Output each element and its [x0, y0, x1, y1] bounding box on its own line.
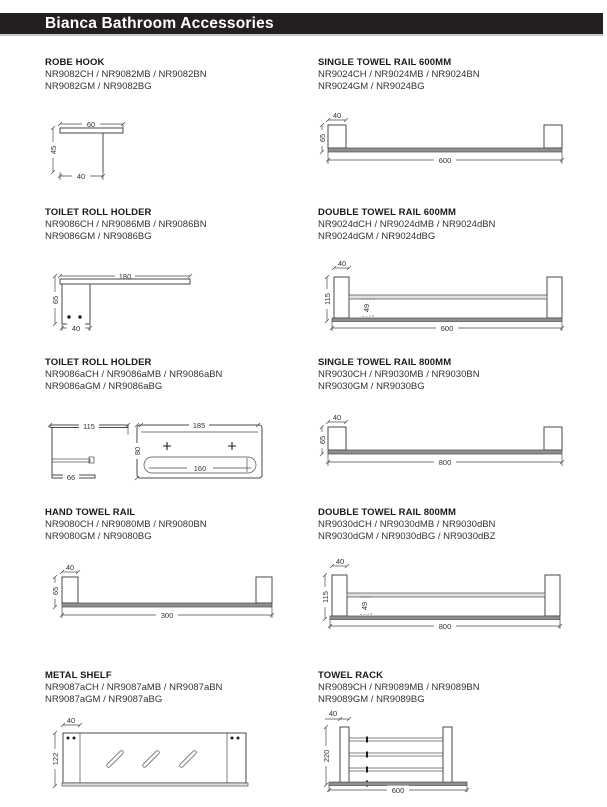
product-models: NR9089GM / NR9089BG: [318, 694, 425, 705]
product-models: NR9024GM / NR9024BG: [318, 81, 425, 92]
dim-label: 65: [318, 435, 327, 445]
single-towel-rail-600-drawing: [316, 110, 566, 168]
dim-label: 40: [332, 413, 342, 422]
product-models: NR9024dCH / NR9024dMB / NR9024dBN: [318, 219, 496, 230]
dim-label: 40: [332, 111, 342, 120]
page-header: [0, 13, 603, 36]
product-models: NR9024CH / NR9024MB / NR9024BN: [318, 69, 480, 80]
product-models: NR9030dGM / NR9030dBG / NR9030dBZ: [318, 531, 496, 542]
dim-label: 65: [51, 586, 60, 596]
dim-label: 49: [362, 303, 371, 313]
product-models: NR9086aGM / NR9086aBG: [45, 381, 163, 392]
product-models: NR9082CH / NR9082MB / NR9082BN: [45, 69, 207, 80]
product-title: DOUBLE TOWEL RAIL 600MM: [318, 207, 456, 218]
dim-label: 40: [65, 563, 75, 572]
product-card-towel-rack: [318, 670, 588, 795]
product-card-double-towel-rail-800: [318, 507, 588, 634]
dim-label: 800: [438, 458, 452, 467]
dim-label: 122: [51, 752, 60, 766]
dim-label: 600: [440, 324, 454, 333]
product-card-hand-towel-rail: [45, 507, 315, 620]
product-models: NR9086CH / NR9086MB / NR9086BN: [45, 219, 207, 230]
product-models: NR9087aCH / NR9087aMB / NR9087aBN: [45, 682, 223, 693]
product-models: NR9082GM / NR9082BG: [45, 81, 152, 92]
product-card-double-towel-rail-600: [318, 207, 588, 336]
product-models: NR9024dGM / NR9024dBG: [318, 231, 436, 242]
product-card-robe-hook: [45, 57, 315, 184]
dim-label: 40: [335, 557, 345, 566]
product-card-single-towel-rail-600: [318, 57, 588, 168]
dim-label: 800: [438, 622, 452, 631]
dim-label: 80: [133, 446, 142, 456]
dim-label: 40: [71, 324, 81, 333]
single-towel-rail-800-drawing: [316, 412, 566, 470]
dim-label: 45: [49, 145, 58, 155]
product-title: ROBE HOOK: [45, 57, 105, 68]
product-models: NR9080GM / NR9080BG: [45, 531, 152, 542]
product-models: NR9030CH / NR9030MB / NR9030BN: [318, 369, 480, 380]
dim-label: 65: [51, 295, 60, 305]
product-models: NR9089CH / NR9089MB / NR9089BN: [318, 682, 480, 693]
dim-label: 180: [118, 272, 132, 281]
product-card-toilet-roll-holder-covered: [45, 357, 315, 487]
product-title: TOILET ROLL HOLDER: [45, 357, 152, 368]
dim-label: 65: [318, 133, 327, 143]
towel-rack-drawing: [315, 700, 475, 795]
toilet-roll-holder-covered-drawing: [42, 415, 272, 487]
product-card-metal-shelf: [45, 670, 315, 790]
dim-label: 115: [323, 293, 332, 305]
product-title: SINGLE TOWEL RAIL 800MM: [318, 357, 452, 368]
dim-label: 40: [328, 709, 338, 718]
product-card-single-towel-rail-800: [318, 357, 588, 470]
dim-label: 600: [438, 156, 452, 165]
product-models: NR9087aGM / NR9087aBG: [45, 694, 163, 705]
product-title: METAL SHELF: [45, 670, 112, 681]
dim-label: 115: [83, 422, 95, 431]
dim-label: 220: [322, 749, 331, 763]
product-title: TOILET ROLL HOLDER: [45, 207, 152, 218]
dim-label: 160: [193, 464, 207, 473]
product-title: SINGLE TOWEL RAIL 600MM: [318, 57, 452, 68]
page-title: Bianca Bathroom Accessories: [45, 14, 274, 32]
dim-label: 600: [391, 786, 405, 795]
dim-label: 40: [337, 259, 347, 268]
product-title: TOWEL RACK: [318, 670, 384, 681]
product-models: NR9086GM / NR9086BG: [45, 231, 152, 242]
double-towel-rail-800-drawing: [314, 556, 564, 634]
product-card-toilet-roll-holder: [45, 207, 315, 337]
double-towel-rail-600-drawing: [316, 258, 566, 336]
dim-label: 115: [321, 591, 330, 603]
dim-label: 40: [76, 172, 86, 181]
product-models: NR9030dCH / NR9030dMB / NR9030dBN: [318, 519, 496, 530]
hand-towel-rail-drawing: [38, 560, 278, 620]
dim-label: 60: [86, 120, 96, 129]
dim-label: 40: [66, 716, 76, 725]
product-models: NR9080CH / NR9080MB / NR9080BN: [45, 519, 207, 530]
dim-label: 300: [160, 611, 174, 620]
toilet-roll-holder-drawing: [50, 269, 210, 337]
robe-hook-drawing: [45, 112, 170, 184]
product-models: NR9030GM / NR9030BG: [318, 381, 425, 392]
product-title: DOUBLE TOWEL RAIL 800MM: [318, 507, 456, 518]
dim-label: 185: [192, 421, 206, 430]
product-models: NR9086aCH / NR9086aMB / NR9086aBN: [45, 369, 223, 380]
metal-shelf-drawing: [40, 712, 250, 790]
dim-label: 66: [66, 473, 76, 482]
product-title: HAND TOWEL RAIL: [45, 507, 136, 518]
dim-label: 49: [360, 601, 369, 611]
